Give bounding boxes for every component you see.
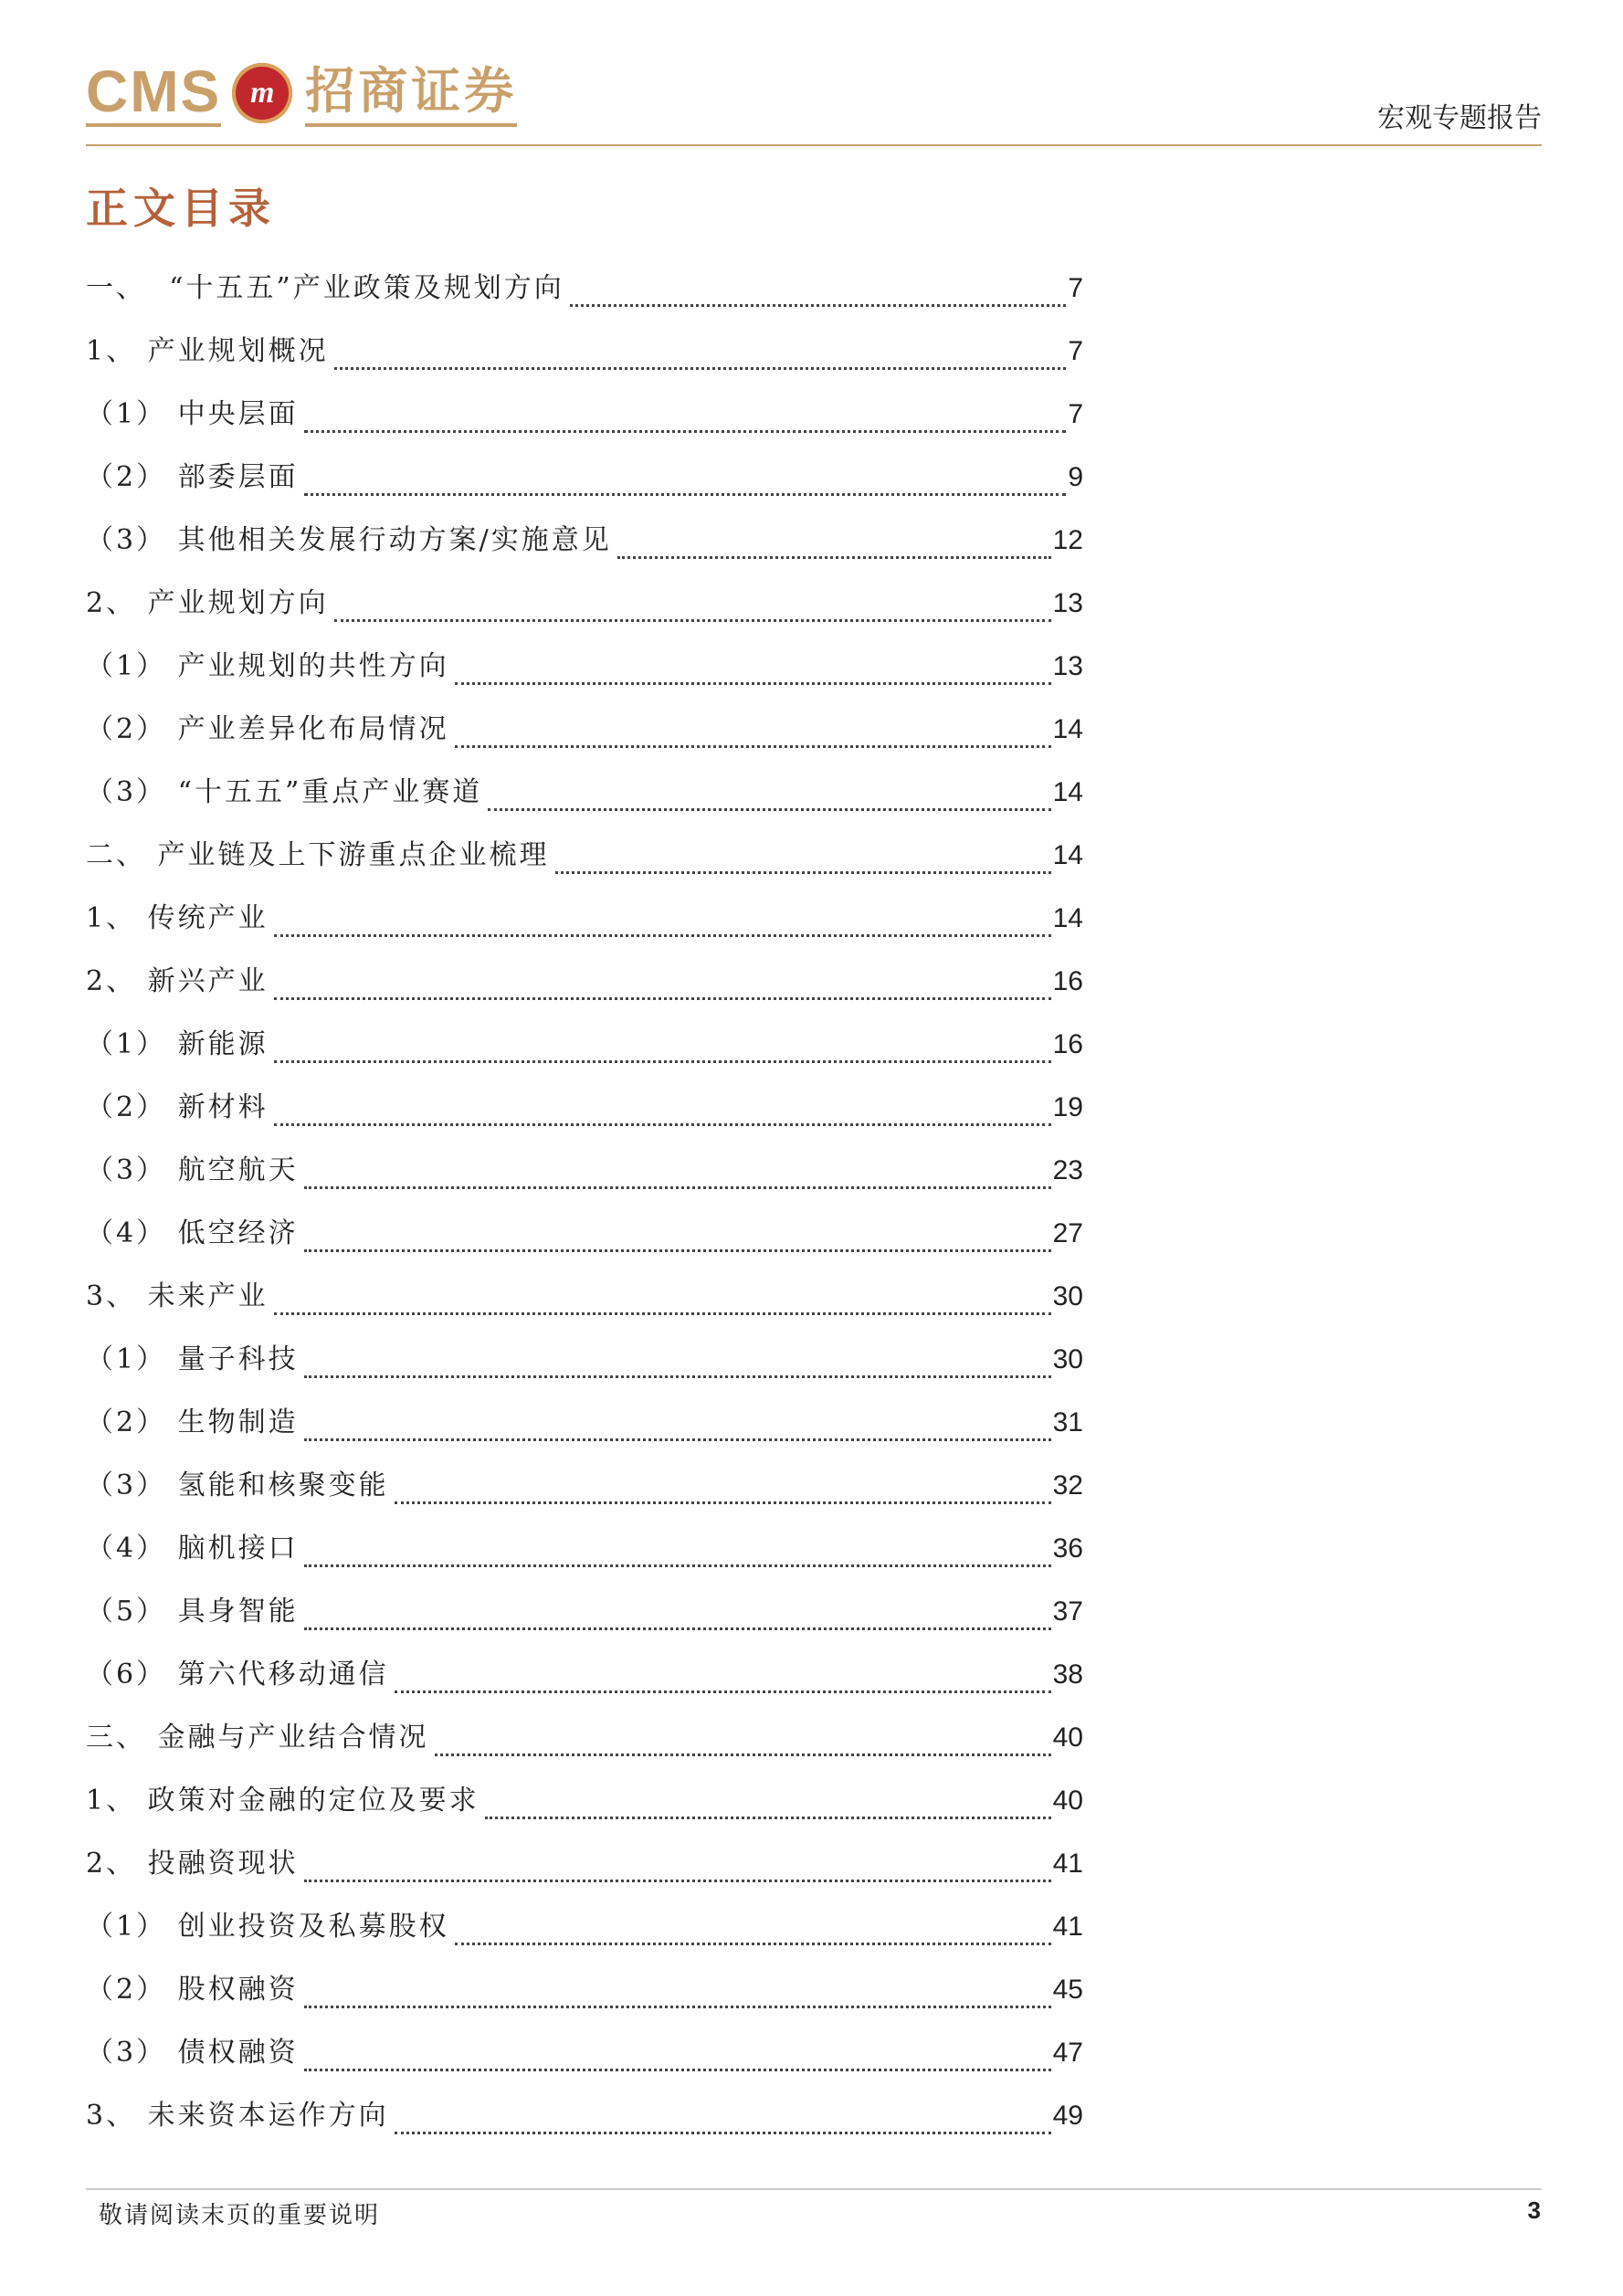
toc-entry[interactable] xyxy=(86,2029,1083,2092)
toc-entry[interactable] xyxy=(86,517,1083,580)
toc-entry[interactable] xyxy=(86,1462,1083,1525)
toc-entry-page: 13 xyxy=(1052,651,1083,681)
page-number: 3 xyxy=(1527,2196,1541,2224)
toc-entry-label: 1、 政策对金融的定位及要求 xyxy=(86,1785,480,1817)
toc-entry[interactable] xyxy=(86,265,1083,328)
toc-entry-label: （1） 创业投资及私募股权 xyxy=(86,1911,449,1943)
header-divider xyxy=(86,144,1542,146)
toc-entry[interactable] xyxy=(86,391,1083,454)
toc-leader-dots xyxy=(304,428,1067,433)
toc-entry-label: （1） 产业规划的共性方向 xyxy=(86,650,449,682)
toc-entry-label: 3、 未来资本运作方向 xyxy=(86,2100,389,2132)
toc-leader-dots xyxy=(570,302,1067,307)
toc-entry[interactable] xyxy=(86,454,1083,517)
toc-entry-page: 30 xyxy=(1052,1344,1083,1374)
toc-entry-label: 2、 新兴产业 xyxy=(86,965,269,997)
toc-entry-label: 二、 产业链及上下游重点企业梳理 xyxy=(86,839,550,871)
toc-entry-page: 37 xyxy=(1052,1596,1083,1627)
toc-leader-dots xyxy=(455,743,1051,748)
toc-entry[interactable] xyxy=(86,1903,1083,1966)
toc-entry-page: 47 xyxy=(1052,2038,1083,2068)
toc-entry-page: 41 xyxy=(1052,1848,1083,1879)
toc-entry-label: （4） 低空经济 xyxy=(86,1217,299,1249)
toc-entry-page: 38 xyxy=(1052,1659,1083,1690)
toc-leader-dots xyxy=(395,2130,1051,2134)
toc-entry-page: 27 xyxy=(1052,1218,1083,1248)
toc-entry-label: （3） 航空航天 xyxy=(86,1154,299,1186)
toc-leader-dots xyxy=(488,806,1050,811)
toc-entry-page: 41 xyxy=(1052,1912,1083,1942)
toc-entry-label: （3） 氢能和核聚变能 xyxy=(86,1469,389,1501)
toc-leader-dots xyxy=(555,869,1051,874)
toc-entry[interactable] xyxy=(86,1714,1083,1777)
toc-entry-label: 一、 “十五五”产业政策及规划方向 xyxy=(86,272,564,304)
toc-entry-page: 16 xyxy=(1052,966,1083,996)
toc-entry-page: 32 xyxy=(1052,1470,1083,1501)
toc-entry[interactable] xyxy=(86,580,1083,643)
toc-leader-dots xyxy=(274,995,1051,1000)
toc-entry-page: 13 xyxy=(1052,588,1083,618)
toc-entry-page: 31 xyxy=(1052,1407,1083,1438)
toc-entry-page: 49 xyxy=(1052,2101,1083,2131)
toc-entry-page: 40 xyxy=(1052,1785,1083,1816)
toc-entry[interactable] xyxy=(86,1336,1083,1399)
page-header xyxy=(86,55,1542,146)
toc-entry-page: 12 xyxy=(1052,525,1083,555)
toc-entry[interactable] xyxy=(86,958,1083,1021)
footer-divider xyxy=(86,2188,1542,2190)
toc-entry[interactable] xyxy=(86,1399,1083,1462)
toc-leader-dots xyxy=(274,932,1051,937)
toc-entry[interactable] xyxy=(86,1588,1083,1651)
toc-leader-dots xyxy=(395,1689,1051,1693)
toc-entry-page: 7 xyxy=(1068,399,1083,429)
toc-entry-page: 7 xyxy=(1068,273,1083,303)
toc-leader-dots xyxy=(304,1878,1051,1882)
toc-leader-dots xyxy=(274,1058,1051,1063)
toc-entry[interactable] xyxy=(86,1084,1083,1147)
toc-entry-page: 23 xyxy=(1052,1155,1083,1185)
toc-leader-dots xyxy=(485,1815,1051,1819)
toc-entry-page: 14 xyxy=(1052,777,1083,807)
logo-text-en: CMS xyxy=(86,59,221,127)
toc-entry[interactable] xyxy=(86,769,1083,832)
toc-entry-label: （2） 新材料 xyxy=(86,1091,269,1123)
logo-emblem-icon: m xyxy=(232,63,292,123)
toc-entry[interactable] xyxy=(86,2092,1083,2155)
toc-entry-label: （2） 生物制造 xyxy=(86,1406,299,1438)
toc-entry[interactable] xyxy=(86,1021,1083,1084)
toc-leader-dots xyxy=(455,680,1051,685)
toc-entry[interactable] xyxy=(86,1147,1083,1210)
toc-entry-page: 14 xyxy=(1052,903,1083,933)
toc-leader-dots xyxy=(334,365,1067,370)
toc-entry[interactable] xyxy=(86,832,1083,895)
toc-leader-dots xyxy=(304,1374,1051,1378)
toc-entry-page: 19 xyxy=(1052,1092,1083,1122)
toc-entry-page: 30 xyxy=(1052,1281,1083,1311)
toc-entry-label: （3） “十五五”重点产业赛道 xyxy=(86,776,483,808)
toc-leader-dots xyxy=(304,1563,1051,1567)
toc-leader-dots xyxy=(334,617,1051,622)
toc-leader-dots xyxy=(617,554,1051,559)
toc-entry-page: 16 xyxy=(1052,1029,1083,1059)
toc-title: 正文目录 xyxy=(86,184,276,233)
toc-entry[interactable] xyxy=(86,1210,1083,1273)
toc-leader-dots xyxy=(304,1626,1051,1630)
toc-leader-dots xyxy=(304,1437,1051,1441)
toc-entry[interactable] xyxy=(86,643,1083,706)
toc-leader-dots xyxy=(435,1752,1051,1756)
toc-entry-label: （1） 量子科技 xyxy=(86,1343,299,1375)
footer-disclaimer: 敬请阅读末页的重要说明 xyxy=(99,2202,381,2229)
toc-entry-page: 40 xyxy=(1052,1722,1083,1753)
toc-leader-dots xyxy=(304,2067,1051,2071)
toc-leader-dots xyxy=(274,1122,1051,1126)
toc-leader-dots xyxy=(304,491,1067,496)
toc-entry-page: 14 xyxy=(1052,840,1083,870)
toc-entry-label: （3） 债权融资 xyxy=(86,2037,299,2069)
toc-entry[interactable] xyxy=(86,1273,1083,1336)
toc-entry-label: 三、 金融与产业结合情况 xyxy=(86,1722,429,1754)
toc-entry[interactable] xyxy=(86,1840,1083,1903)
toc-entry-label: （4） 脑机接口 xyxy=(86,1532,299,1564)
report-type: 宏观专题报告 xyxy=(1377,102,1542,134)
toc-entry[interactable] xyxy=(86,328,1083,391)
toc-entry-page: 9 xyxy=(1068,462,1083,492)
toc-entry-label: （3） 其他相关发展行动方案/实施意见 xyxy=(86,524,612,556)
toc-leader-dots xyxy=(274,1311,1051,1315)
toc-entry[interactable] xyxy=(86,1966,1083,2029)
toc-entry-label: （6） 第六代移动通信 xyxy=(86,1659,389,1690)
toc-entry-label: 2、 投融资现状 xyxy=(86,1848,299,1880)
toc-entry[interactable] xyxy=(86,1777,1083,1840)
toc-entry-label: 3、 未来产业 xyxy=(86,1280,269,1312)
toc-entry[interactable] xyxy=(86,706,1083,769)
logo-text-cn: 招商证券 xyxy=(305,59,517,127)
toc-entry-label: （5） 具身智能 xyxy=(86,1596,299,1627)
toc-entry-label: 1、 传统产业 xyxy=(86,902,269,934)
toc-entry-page: 45 xyxy=(1052,1975,1083,2005)
toc-leader-dots xyxy=(304,1248,1051,1252)
toc-entry-label: （2） 部委层面 xyxy=(86,461,299,493)
toc-entry[interactable] xyxy=(86,1525,1083,1588)
table-of-contents xyxy=(86,265,1083,2155)
toc-entry[interactable] xyxy=(86,895,1083,958)
toc-entry[interactable] xyxy=(86,1651,1083,1714)
toc-leader-dots xyxy=(304,2004,1051,2008)
toc-leader-dots xyxy=(395,1500,1051,1504)
toc-entry-label: 2、 产业规划方向 xyxy=(86,587,329,619)
toc-entry-label: （1） 新能源 xyxy=(86,1028,269,1060)
toc-entry-label: 1、 产业规划概况 xyxy=(86,335,329,367)
toc-entry-page: 36 xyxy=(1052,1533,1083,1564)
toc-entry-label: （2） 股权融资 xyxy=(86,1974,299,2006)
toc-entry-label: （1） 中央层面 xyxy=(86,398,299,430)
toc-leader-dots xyxy=(455,1941,1051,1945)
cms-logo xyxy=(86,55,517,132)
toc-leader-dots xyxy=(304,1185,1051,1189)
toc-entry-page: 7 xyxy=(1068,336,1083,366)
toc-entry-label: （2） 产业差异化布局情况 xyxy=(86,713,449,745)
toc-entry-page: 14 xyxy=(1052,714,1083,744)
